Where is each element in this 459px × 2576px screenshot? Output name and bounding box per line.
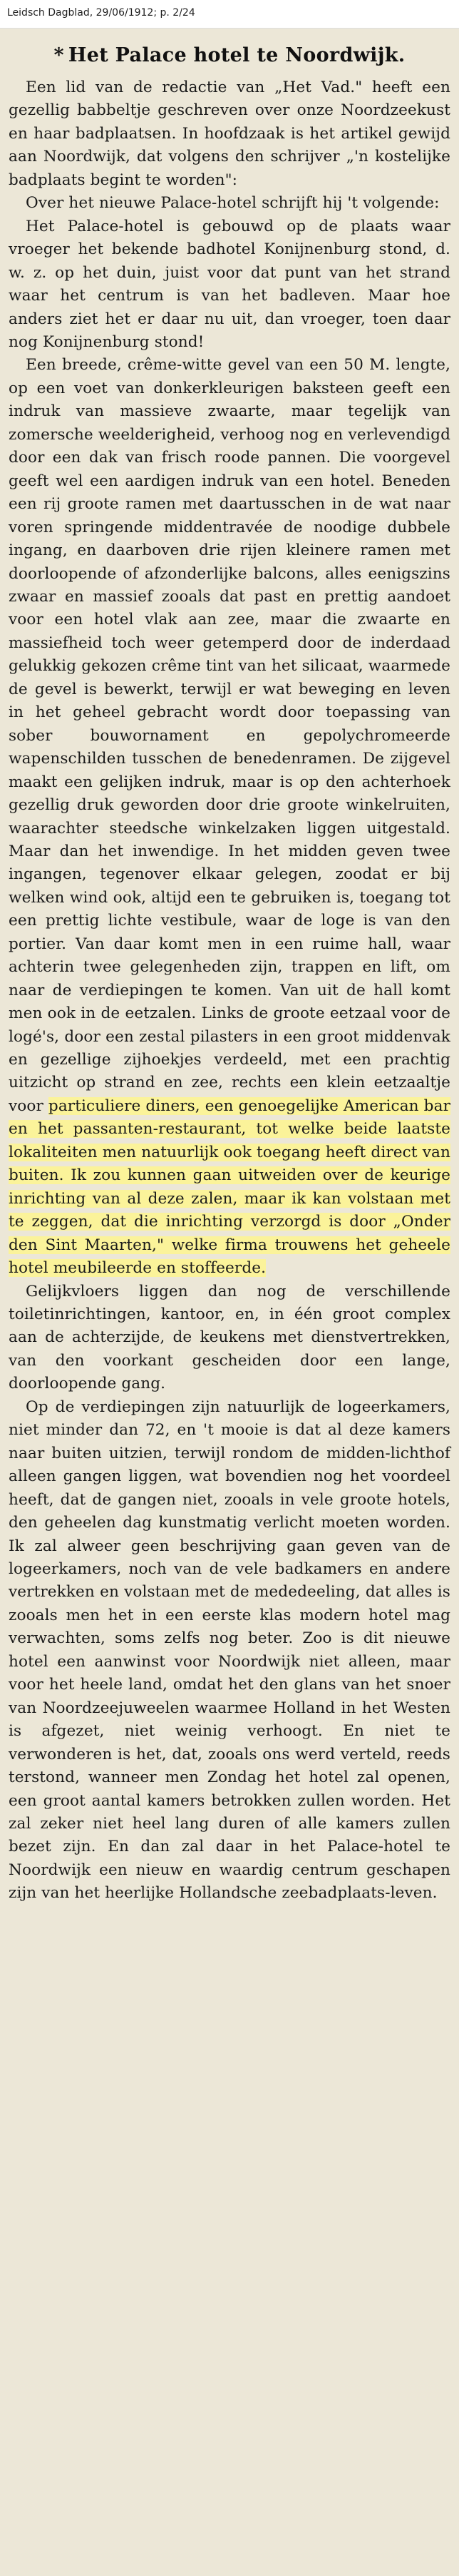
paragraph-intro: Een lid van de redactie van „Het Vad." heeft een gezellig babbeltje geschreven over onze Noordzeekust en haar badplaatsen. In hoofdzaak is het artikel gewijd aan Noordwijk, dat volgens den schrijver „'n kostelijke badplaats begint te worden": [9,78,450,189]
title-asterisk: * [53,44,64,66]
source-line: Leidsch Dagblad, 29/06/1912; p. 2/24 [7,7,195,19]
paragraph-facade-interior [9,354,450,1280]
paragraph-facade-text: Een breede, crême-witte gevel van een 50 M. lengte, op een voet van donkerkleurigen baksteen geeft een indruk van massieve zwaarte, maar tegelijk van zomersche weelderigheid, verhoog nog en verlevendigd door een dak van frisch roode pannen. Die voorgevel geeft wel een aardigen indruk van een hotel. Beneden een rij groote ramen met daartusschen in de wat naar voren springende middentravée de noodige dubbele ingang, en daarboven drie rijen kleinere ramen met doorloopende of afzonderlijke balcons, alles eenigszins zwaar en massief zooals dat past en prettig aandoet voor een hotel vlak aan zee, maar die zwaarte en massiefheid toch weer getemperd door de inderdaad gelukkig gekozen crême tint van het silicaat, waarmede de gevel is bewerkt, terwijl er wat beweging en leven in het geheel gebracht wordt door toepassing van sober bouwornament en gepolychromeerde wapenschilden tusschen de benedenramen. De zijgevel maakt een gelijken indruk, maar is op den achterhoek gezellig druk geworden door drie groote winkelruiten, waarachter steedsche winkelzaken liggen uitgestald. Maar dan het inwendige. In het midden geven twee ingangen, tegenover elkaar gelegen, zoodat er bij welken wind ook, altijd een te gebruiken is, toegang tot een prettig lichte vestibule, waar de loge is van den portier. Van daar komt men in een ruime hall, waar achterin twee gelegenheden zijn, trappen en lift, om naar de verdiepingen te komen. Van uit de hall komt men ook in de eetzalen. Links de groote eetzaal voor de logé's, door een zestal pilasters in een groot middenvak en gezellige zijhoekjes verdeeld, met een prachtig uitzicht op strand en zee, rechts een klein eetzaaltje voor [9,356,450,1115]
highlighted-passage: particuliere diners, een genoegelijke American bar en het passanten-restaurant, tot welke beide laatste lokaliteiten men natuurlijk ook toegang heeft direct van buiten. Ik zou kunnen gaan uitweiden over de keurige inrichting van al deze zalen, maar ik kan volstaan met te zeggen, dat die inrichting verzorgd is door „Onder den Sint Maarten," welke firma trouwens het geheele hotel meubileerde en stoffeerde. [9,1096,450,1278]
paragraph-ground-floor: Gelijkvloers liggen dan nog de verschillende toiletinrichtingen, kantoor, en, in één groot complex aan de achterzijde, de keukens met dienstvertrekken, van den voorkant gescheiden door een lange, doorloopende gang. [9,1282,450,1393]
paragraph-location: Het Palace-hotel is gebouwd op de plaats waar vroeger het bekende badhotel Konijnenburg stond, d. w. z. op het duin, juist voor dat punt van het strand waar het centrum is van het badleven. Maar hoe anders ziet het er daar nu uit, dan vroeger, toen daar nog Konijnenburg stond! [9,217,450,351]
newspaper-clipping [0,29,459,2576]
article-title-text: Het Palace hotel te Noordwijk. [68,44,406,66]
article-title [9,44,450,66]
source-header [0,0,459,29]
paragraph-palace-intro: Over het nieuwe Palace-hotel schrijft hij 't volgende: [26,194,440,213]
paragraph-upper-floors: Op de verdiepingen zijn natuurlijk de logeerkamers, niet minder dan 72, en 't mooie is dat al deze kamers naar buiten uitzien, terwijl rondom de midden-lichthof alleen gangen liggen, wat bovendien nog het voordeel heeft, dat de gangen niet, zooals in vele groote hotels, den geheelen dag kunstmatig verlicht moeten worden. Ik zal alweer geen beschrijving gaan geven van de logeerkamers, noch van de vele badkamers en andere vertrekken en volstaan met de mededeeling, dat alles is zooals men het in een eerste klas modern hotel mag verwachten, soms zelfs nog beter. Zoo is dit nieuwe hotel een aanwinst voor Noordwijk niet alleen, maar voor het heele land, omdat het den glans van het snoer van Noordzeejuweelen waarmee Holland in het Westen is afgezet, niet weinig verhoogt. En niet te verwonderen is het, dat, zooals ons werd verteld, reeds terstond, wanneer men Zondag het hotel zal openen, een groot aantal kamers betrokken zullen worden. Het zal zeker niet heel lang duren of alle kamers zullen bezet zijn. En dan zal daar in het Palace-hotel te Noordwijk een nieuw en waardig centrum geschapen zijn van het heerlijke Hollandsche zeebadplaats-leven. [9,1398,450,1903]
